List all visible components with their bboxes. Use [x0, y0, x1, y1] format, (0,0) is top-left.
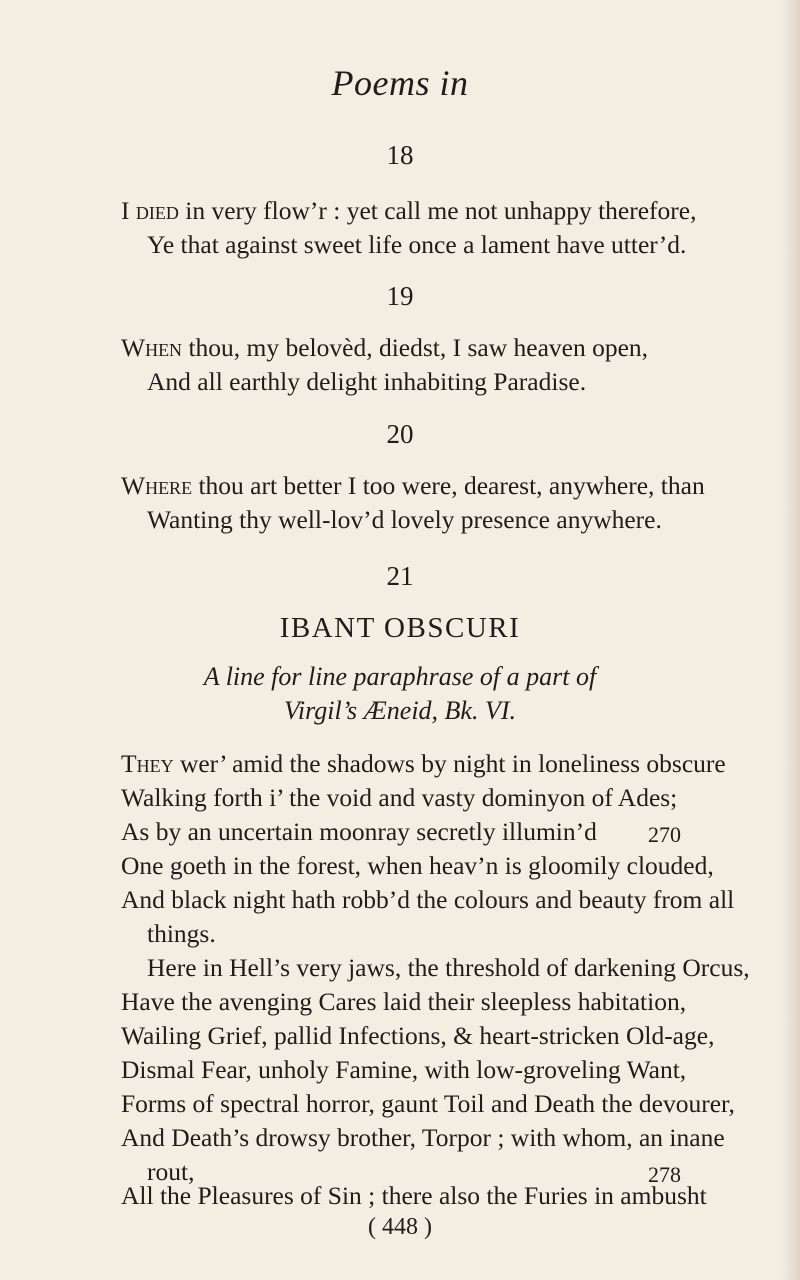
poem-line: Forms of spectral horror, gaunt Toil and Death the devourer,	[121, 1089, 735, 1118]
poem-line: Have the avenging Cares laid their sleepless habitation,	[121, 987, 687, 1016]
page-number: ( 448 )	[368, 1214, 432, 1240]
poem-line: And all earthly delight inhabiting Paradise.	[147, 367, 587, 396]
line-number: 270	[648, 822, 681, 847]
poem-line: rout,	[147, 1157, 195, 1186]
poem-line: All the Pleasures of Sin ; there also the Furies in ambusht	[121, 1181, 707, 1210]
section-number: 19	[386, 281, 414, 311]
page-edge-shadow	[782, 0, 800, 1280]
poem-subtitle: Virgil’s Æneid, Bk. VI.	[283, 696, 517, 725]
poem-line: Here in Hell’s very jaws, the threshold of darkening Orcus,	[147, 953, 750, 982]
poem-line: One goeth in the forest, when heav’n is gloomily clouded,	[121, 851, 714, 880]
running-head: Poems in	[331, 63, 469, 103]
poem-line	[121, 332, 648, 364]
section-number: 21	[386, 561, 414, 591]
poem-line: Wanting thy well-lov’d lovely presence anywhere.	[147, 505, 662, 534]
line-lead: Where	[121, 471, 193, 500]
poem-line	[121, 470, 705, 502]
poem-line: And Death’s drowsy brother, Torpor ; with whom, an inane	[121, 1123, 725, 1152]
section-number: 18	[386, 140, 414, 170]
poem-line: things.	[147, 919, 216, 948]
line-text: thou, my belovèd, diedst, I saw heaven open,	[182, 333, 649, 362]
line-text: in very flow’r : yet call me not unhappy therefore,	[178, 196, 697, 225]
line-number: 278	[648, 1162, 681, 1187]
poem-line: As by an uncertain moonray secretly illumin’d	[121, 817, 597, 846]
line-text: thou art better I too were, dearest, anywhere, than	[192, 471, 705, 500]
line-lead: I died	[121, 196, 179, 225]
poem-title: IBANT OBSCURI	[279, 612, 521, 644]
line-lead: They	[121, 749, 174, 778]
poem-line	[121, 195, 696, 227]
poem-line: And black night hath robb’d the colours and beauty from all	[121, 885, 735, 914]
poem-line: Dismal Fear, unholy Famine, with low-groveling Want,	[121, 1055, 687, 1084]
poem-line: Walking forth i’ the void and vasty dominyon of Ades;	[121, 783, 678, 812]
poem-line: Ye that against sweet life once a lament have utter’d.	[147, 230, 687, 259]
line-lead: When	[121, 333, 183, 362]
poem-line	[121, 748, 726, 780]
poem-line: Wailing Grief, pallid Infections, & heart-stricken Old-age,	[121, 1021, 715, 1050]
poem-subtitle: A line for line paraphrase of a part of	[203, 662, 597, 691]
line-text: wer’ amid the shadows by night in loneliness obscure	[173, 749, 726, 778]
section-number: 20	[386, 419, 414, 449]
